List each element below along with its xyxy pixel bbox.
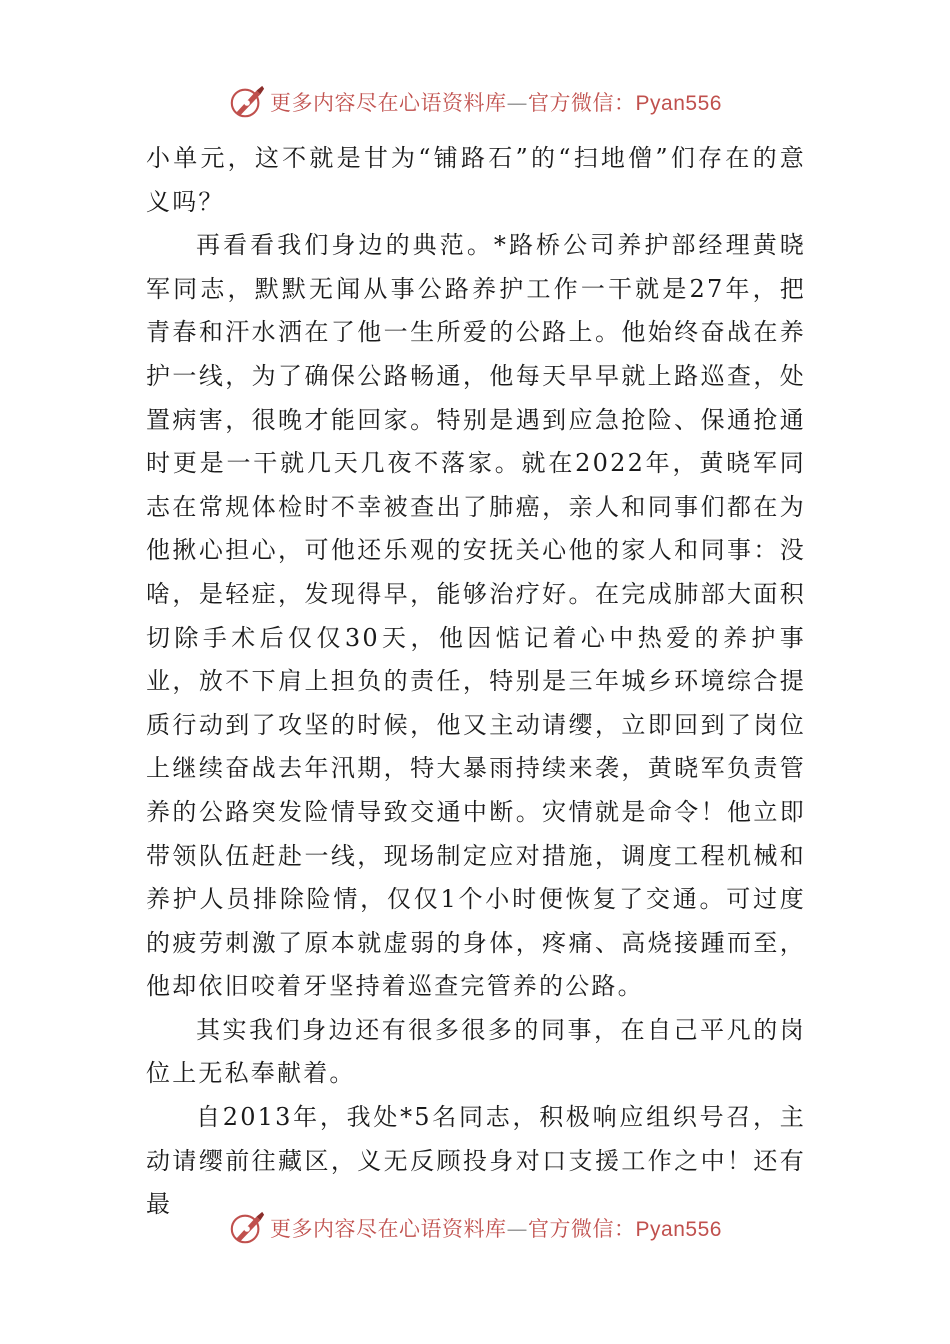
paragraph: 再看看我们身边的典范。*路桥公司养护部经理黄晓军同志，默默无闻从事公路养护工作一干就是27年，把青春和汗水洒在了他一生所爱的公路上。他始终奋战在养护一线，为了确保公路畅通，他每天早早就上路巡查，处置病害，很晚才能回家。特别是遇到应急抢险、保通抢通时更是一干就几天几夜不落家。就在2022年，黄晓军同志在常规体检时不幸被查出了肺癌，亲人和同事们都在为他揪心担心，可他还乐观的安抚关心他的家人和同事：没啥，是轻症，发现得早，能够治疗好。在完成肺部大面积切除手术后仅仅30天，他因惦记着心中热爱的养护事业，放不下肩上担负的责任，特别是三年城乡环境综合提质行动到了攻坚的时候，他又主动请缨，立即回到了岗位上继续奋战去年汛期，特大暴雨持续来袭，黄晓军负责管养的公路突发险情导致交通中断。灾情就是命令！他立即带领队伍赶赴一线，现场制定应对措施，调度工程机械和养护人员排除险情，仅仅1个小时便恢复了交通。可过度的疲劳刺激了原本就虚弱的身体，疼痛、高烧接踵而至，他却依旧咬着牙坚持着巡查完管养的公路。 [146, 231, 806, 1001]
banner-wechat-id: Pyan556 [635, 92, 722, 115]
document-body [146, 137, 806, 1227]
footer-banner [0, 1206, 950, 1250]
paragraph: 其实我们身边还有很多很多的同事，在自己平凡的岗位上无私奉献着。 [146, 1015, 806, 1088]
header-banner [0, 80, 950, 124]
banner-separator: — [506, 1217, 529, 1241]
banner-text [270, 1213, 722, 1243]
banner-wechat-id: Pyan556 [635, 1218, 722, 1241]
pen-in-circle-logo-icon [228, 83, 266, 121]
pen-in-circle-logo-icon [228, 1209, 266, 1247]
banner-title: 更多内容尽在心语资料库 [270, 91, 507, 115]
banner-wechat-label: 官方微信： [528, 1217, 636, 1241]
banner-separator: — [506, 91, 529, 115]
paragraph: 小单元，这不就是甘为“铺路石”的“扫地僧”们存在的意义吗？ [146, 144, 806, 216]
banner-wechat-label: 官方微信： [528, 91, 636, 115]
banner-title: 更多内容尽在心语资料库 [270, 1217, 507, 1241]
banner-text [270, 87, 722, 117]
paragraph: 自2013年，我处*5名同志，积极响应组织号召，主动请缨前往藏区，义无反顾投身对口支援工作之中！还有最 [146, 1103, 806, 1219]
